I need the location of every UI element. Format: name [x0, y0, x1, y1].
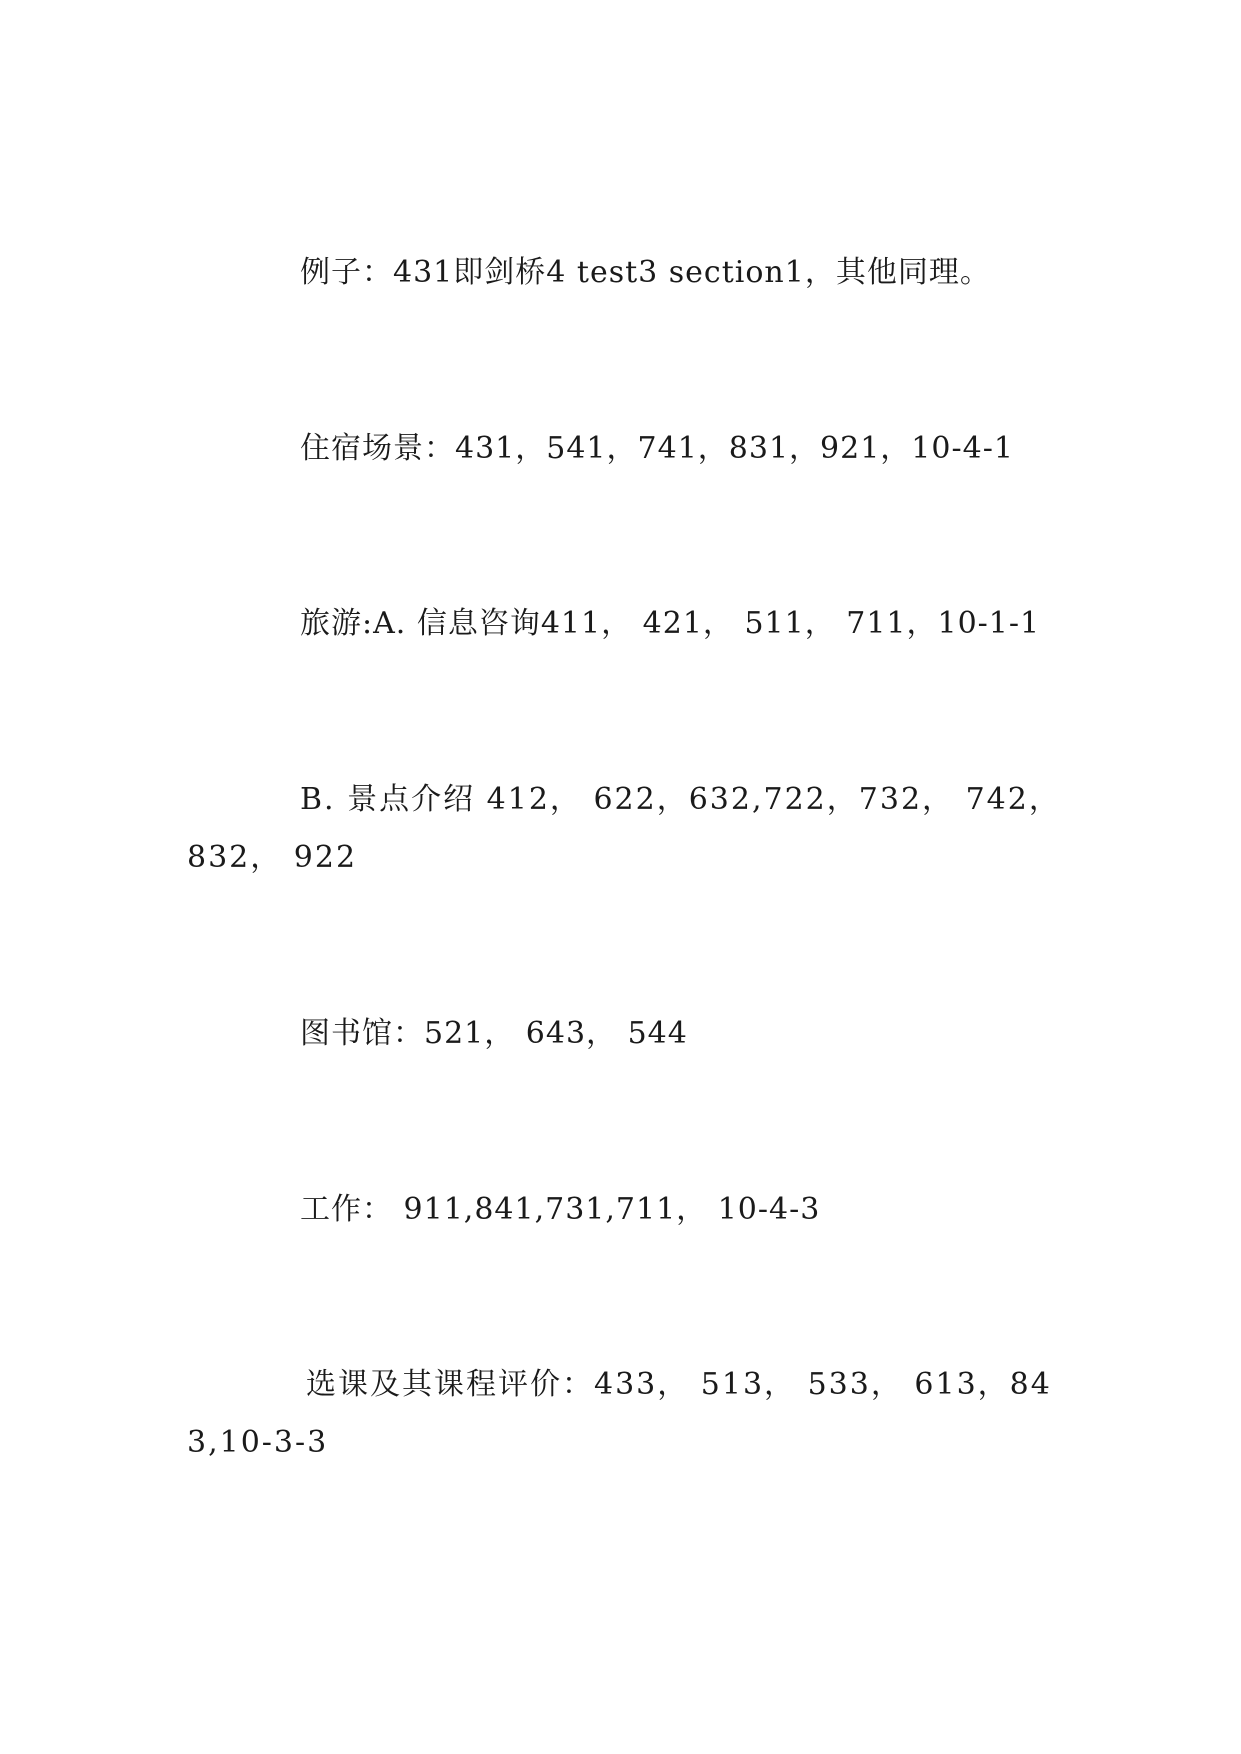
paragraph-travel-info: 旅游:A. 信息咨询411， 421， 511， 711，10-1-1 [300, 606, 1041, 641]
paragraph-accommodation: 住宿场景：431，541，741，831，921，10-4-1 [300, 431, 1014, 466]
paragraph-work: 工作： 911,841,731,711， 10-4-3 [300, 1192, 821, 1227]
paragraph-course-selection: 选课及其课程评价：433， 513， 533， 613，843,10-3-3 [187, 1367, 1052, 1460]
paragraph-example: 例子：431即剑桥4 test3 section1，其他同理。 [300, 255, 991, 290]
paragraph-library: 图书馆：521， 643， 544 [300, 1016, 688, 1051]
paragraph-travel-attractions: B. 景点介绍 412， 622，632,722，732， 742，832， 922 [187, 782, 1061, 875]
